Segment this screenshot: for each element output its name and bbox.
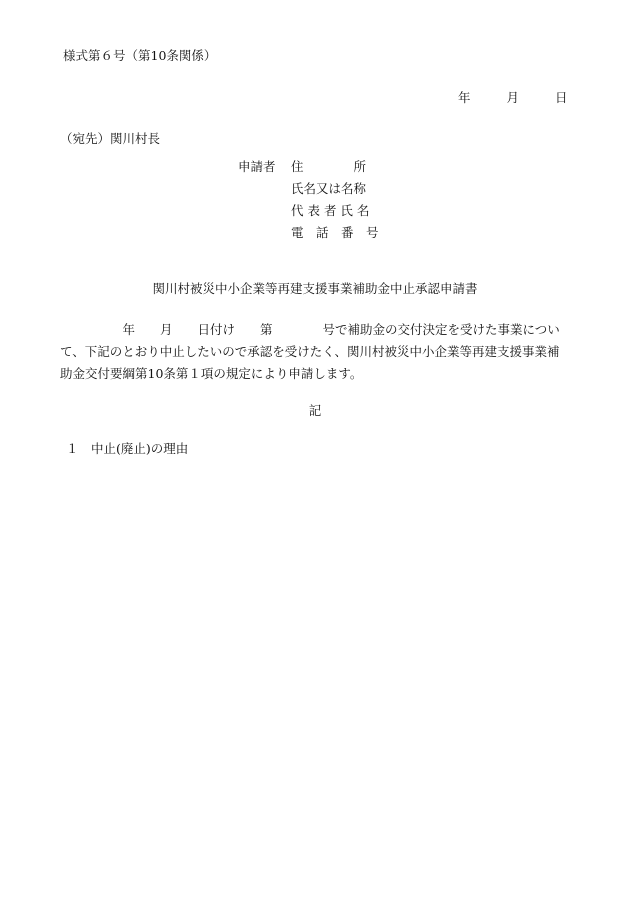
applicant-phone-label: 電 話 番 号 [291, 225, 379, 240]
document-title: 関川村被災中小企業等再建支援事業補助金中止承認申請書 [152, 281, 478, 296]
date-line [458, 90, 568, 106]
applicant-representative-label: 代 表 者 氏 名 [291, 203, 370, 218]
addressee: （宛先）関川村長 [60, 131, 161, 146]
date-year: 年 [458, 90, 471, 105]
body-line: 助金交付要綱第10条第１項の規定により申請します。 [60, 366, 363, 381]
body-line: て、下記のとおり中止したいので承認を受けたく、関川村被災中小企業等再建支援事業補 [60, 344, 560, 359]
applicant-name-label: 氏名又は名称 [291, 181, 367, 196]
date-month: 月 [506, 90, 520, 105]
form-number: 様式第６号（第10条関係） [63, 48, 217, 63]
date-day: 日 [555, 90, 568, 105]
body-line: 年 月 日付け 第 号で補助金の交付決定を受けた事業につい [60, 322, 560, 337]
item-reason: １ 中止(廃止)の理由 [66, 441, 189, 456]
body-text [60, 319, 580, 385]
ki-heading: 記 [308, 403, 322, 418]
applicant-address-label: 住 所 [291, 159, 367, 174]
applicant-label: 申請者 [238, 159, 276, 174]
